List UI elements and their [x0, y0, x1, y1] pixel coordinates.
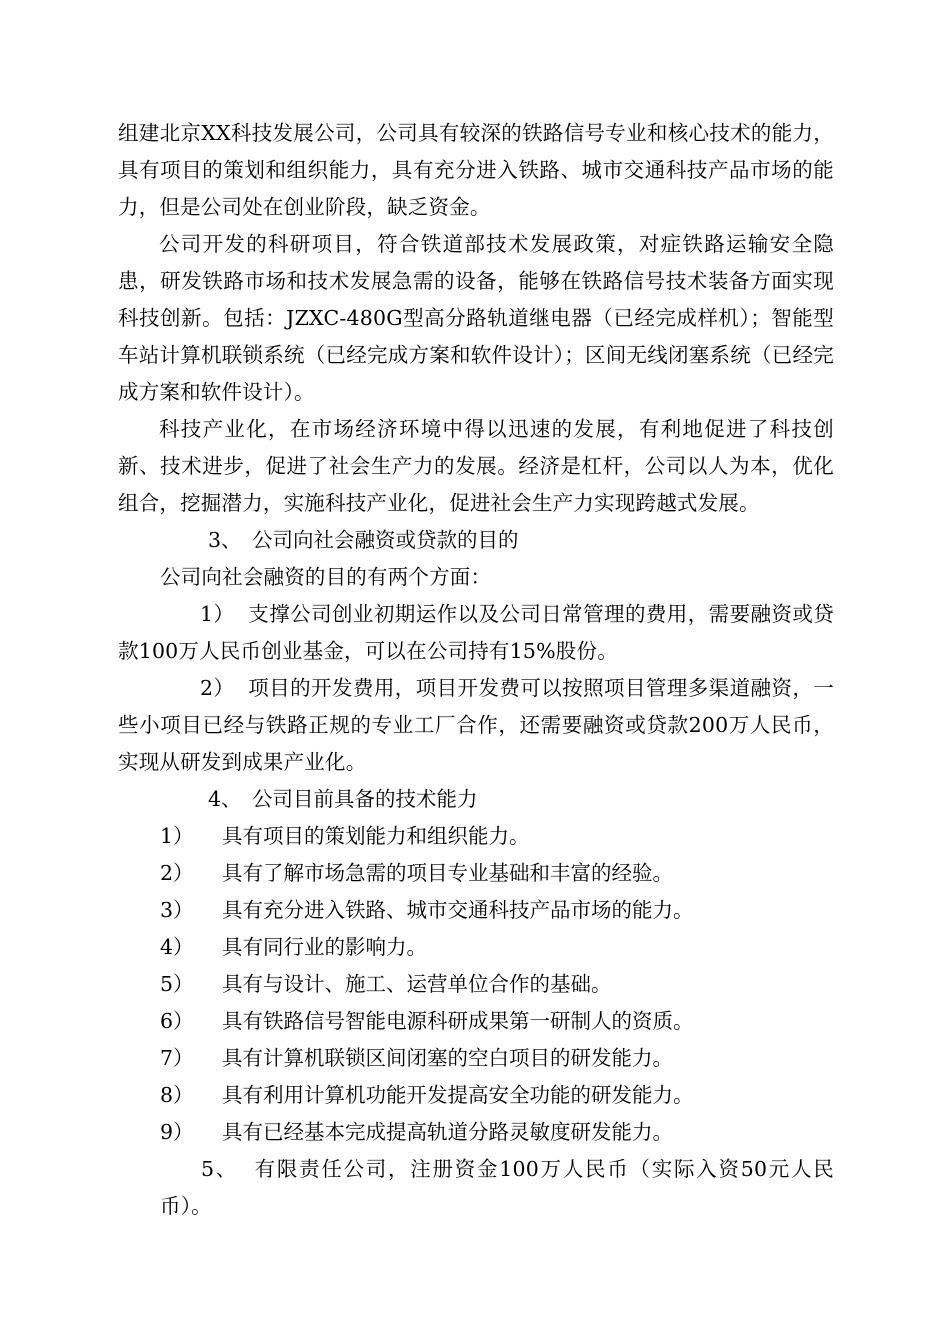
section-3-number: 3、: [208, 528, 242, 552]
section-4-number: 4、: [208, 787, 242, 811]
list-item-number: 8）: [160, 1083, 194, 1107]
paragraph-company-intro: 组建北京XX科技发展公司，公司具有较深的铁路信号专业和核心技术的能力，具有项目的策划和组织能力，具有充分进入铁路、城市交通科技产品市场的能力，但是公司处在创业阶段，缺乏资金。: [118, 121, 834, 219]
list-item-text: 具有利用计算机功能开发提高安全功能的研发能力。: [222, 1083, 694, 1107]
list-item-text: 具有同行业的影响力。: [222, 935, 427, 959]
list-item-number: 2）: [160, 861, 194, 885]
list-item-number: 9）: [160, 1120, 194, 1144]
section-3-item-2: [118, 670, 834, 781]
section-5-text: 有限责任公司，注册资金100万人民币（实际入资50元人民币）。: [160, 1157, 835, 1218]
section-3-item-1-number: 1）: [200, 602, 235, 626]
section-5-paragraph: [160, 1151, 834, 1225]
list-item-number: 3）: [160, 898, 194, 922]
list-item-text: 具有项目的策划能力和组织能力。: [222, 824, 530, 848]
list-item-text: 具有计算机联锁区间闭塞的空白项目的研发能力。: [222, 1046, 673, 1070]
paragraph-research-projects: 公司开发的科研项目，符合铁道部技术发展政策，对症铁路运输安全隐患，研发铁路市场和技术发展急需的设备，能够在铁路信号技术装备方面实现科技创新。包括：JZXC-480G型高分路轨道继电器（已经完成样机）；智能型车站计算机联锁系统（已经完成方案和软件设计）；区间无线闭塞系统（已经完成方案和软件设计）。: [118, 232, 834, 404]
list-item-number: 4）: [160, 935, 194, 959]
list-item-number: 5）: [160, 972, 194, 996]
list-item-text: 具有了解市场急需的项目专业基础和丰富的经验。: [222, 861, 673, 885]
section-3-item-2-number: 2）: [200, 676, 235, 700]
paragraph-industrialization: 科技产业化，在市场经济环境中得以迅速的发展，有利地促进了科技创新、技术进步，促进了社会生产力的发展。经济是杠杆，公司以人为本，优化组合，挖掘潜力，实施科技产业化，促进社会生产力实现跨越式发展。: [118, 417, 834, 515]
section-3-intro: 公司向社会融资的目的有两个方面：: [160, 565, 492, 589]
list-item-number: 1）: [160, 824, 194, 848]
section-3-item-1-text: 支撑公司创业初期运作以及公司日常管理的费用，需要融资或贷款100万人民币创业基金，可以在公司持有15%股份。: [118, 602, 834, 663]
list-item-text: 具有已经基本完成提高轨道分路灵敏度研发能力。: [222, 1120, 673, 1144]
section-3-title: 公司向社会融资或贷款的目的: [252, 528, 519, 552]
section-5-number: 5、: [201, 1157, 239, 1181]
list-item-number: 7）: [160, 1046, 194, 1070]
list-item-text: 具有充分进入铁路、城市交通科技产品市场的能力。: [222, 898, 694, 922]
list-item-text: 具有铁路信号智能电源科研成果第一研制人的资质。: [222, 1009, 694, 1033]
section-3-item-2-text: 项目的开发费用，项目开发费可以按照项目管理多渠道融资，一些小项目已经与铁路正规的专业工厂合作，还需要融资或贷款200万人民币，实现从研发到成果产业化。: [118, 676, 834, 774]
list-item-number: 6）: [160, 1009, 194, 1033]
section-4-title: 公司目前具备的技术能力: [252, 787, 478, 811]
section-3-item-1: [118, 596, 834, 670]
list-item-text: 具有与设计、施工、运营单位合作的基础。: [222, 972, 612, 996]
